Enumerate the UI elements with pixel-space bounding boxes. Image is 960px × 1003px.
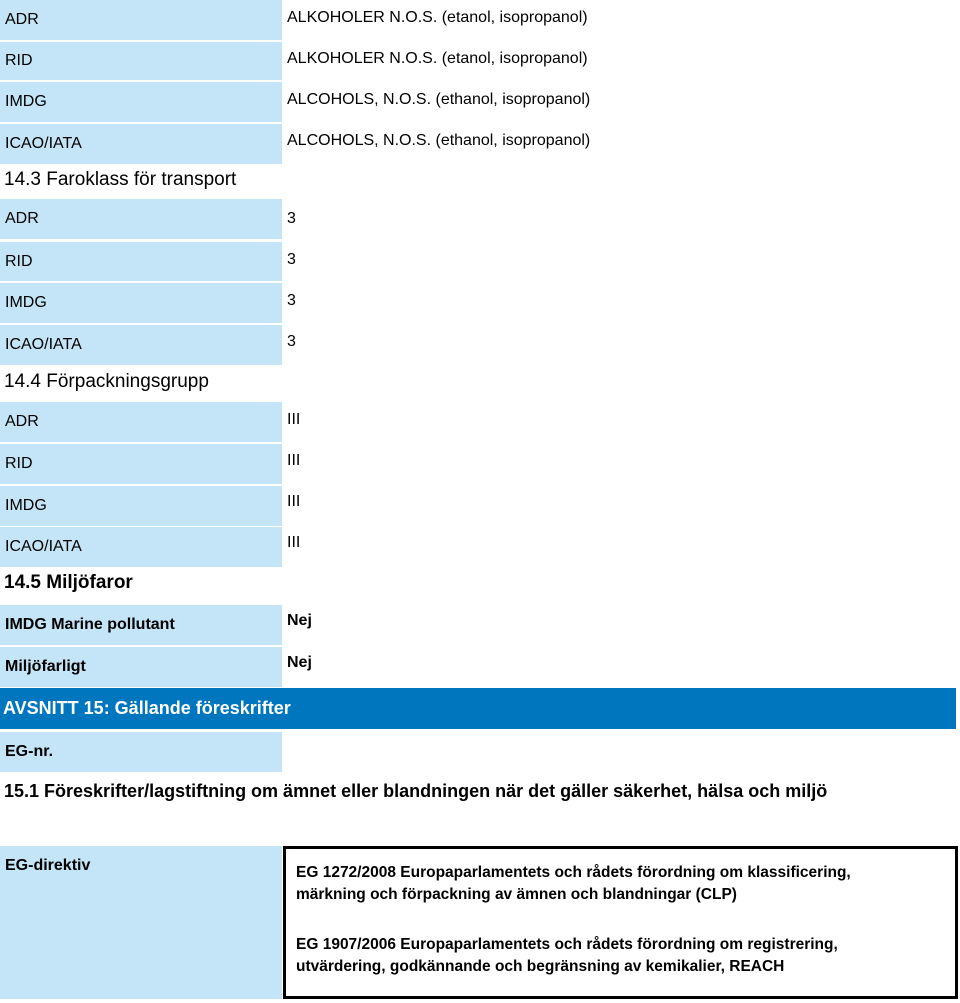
directive-clp: [296, 862, 851, 906]
label-adr: [0, 0, 282, 40]
label-rid: [0, 42, 282, 80]
shipping-name-icao: ALCOHOLS, N.O.S. (ethanol, isopropanol): [287, 132, 591, 149]
packing-group-icao: III: [287, 534, 301, 551]
shipping-name-rid: ALKOHOLER N.O.S. (etanol, isopropanol): [287, 50, 588, 67]
row-label: ICAO/IATA: [5, 336, 82, 353]
label-imdg: [0, 486, 282, 526]
shipping-name-adr: ALKOHOLER N.O.S. (etanol, isopropanol): [287, 9, 588, 26]
directive-line: EG 1272/2008 Europaparlamentets och rådets förordning om klassificering,: [296, 864, 851, 881]
row-label: ADR: [5, 11, 39, 28]
regulations-subheading: 15.1 Föreskrifter/lagstiftning om ämnet eller blandningen när det gäller säkerhet, hälsa och miljö: [4, 781, 828, 801]
row-label: ADR: [5, 413, 39, 430]
row-label: IMDG: [5, 294, 47, 311]
row-label: ICAO/IATA: [5, 538, 82, 555]
directive-line: märkning och förpackning av ämnen och blandningar (CLP): [296, 886, 737, 903]
label-rid: [0, 242, 282, 281]
marine-pollutant-value: Nej: [287, 612, 312, 629]
label-miljofarligt: [0, 647, 282, 687]
label-icao: [0, 325, 282, 365]
row-label: IMDG: [5, 93, 47, 110]
hazard-class-rid: 3: [287, 250, 296, 268]
packing-group-heading: 14.4 Förpackningsgrupp: [4, 371, 209, 392]
row-label: ICAO/IATA: [5, 135, 82, 152]
directive-reach: [296, 934, 838, 978]
directive-line: EG 1907/2006 Europaparlamentets och rådets förordning om registrering,: [296, 936, 838, 953]
section-15-header: [0, 688, 956, 729]
row-label: IMDG: [5, 497, 47, 514]
hazard-class-icao: 3: [287, 333, 296, 350]
row-label: RID: [5, 455, 33, 472]
row-label: RID: [5, 252, 33, 270]
row-label: Miljöfarligt: [5, 658, 86, 675]
packing-group-imdg: III: [287, 493, 301, 510]
packing-group-rid: III: [287, 452, 301, 469]
label-adr: [0, 199, 282, 239]
miljofarligt-value: Nej: [287, 654, 312, 671]
section-title: AVSNITT 15: Gällande föreskrifter: [3, 698, 291, 718]
hazard-class-heading: 14.3 Faroklass för transport: [4, 169, 237, 190]
label-marine-pollutant: [0, 605, 282, 645]
shipping-name-imdg: ALCOHOLS, N.O.S. (ethanol, isopropanol): [287, 91, 591, 108]
row-label: EG-direktiv: [5, 857, 91, 874]
row-label: EG-nr.: [5, 743, 54, 760]
row-label: ADR: [5, 210, 39, 227]
directives-box: [283, 846, 958, 999]
label-icao: [0, 124, 282, 164]
hazard-class-imdg: 3: [287, 292, 296, 309]
label-icao: [0, 527, 282, 567]
label-imdg: [0, 82, 282, 122]
label-rid: [0, 444, 282, 484]
row-label: IMDG Marine pollutant: [5, 616, 175, 633]
hazard-class-adr: 3: [287, 210, 296, 227]
label-eg-direktiv: [0, 846, 282, 999]
label-adr: [0, 402, 282, 442]
label-eg-nr: [0, 732, 282, 772]
packing-group-adr: III: [287, 411, 301, 428]
environmental-heading: 14.5 Miljöfaror: [4, 572, 133, 593]
row-label: RID: [5, 52, 33, 69]
directive-line: utvärdering, godkännande och begränsning av kemikalier, REACH: [296, 958, 785, 975]
label-imdg: [0, 283, 282, 323]
